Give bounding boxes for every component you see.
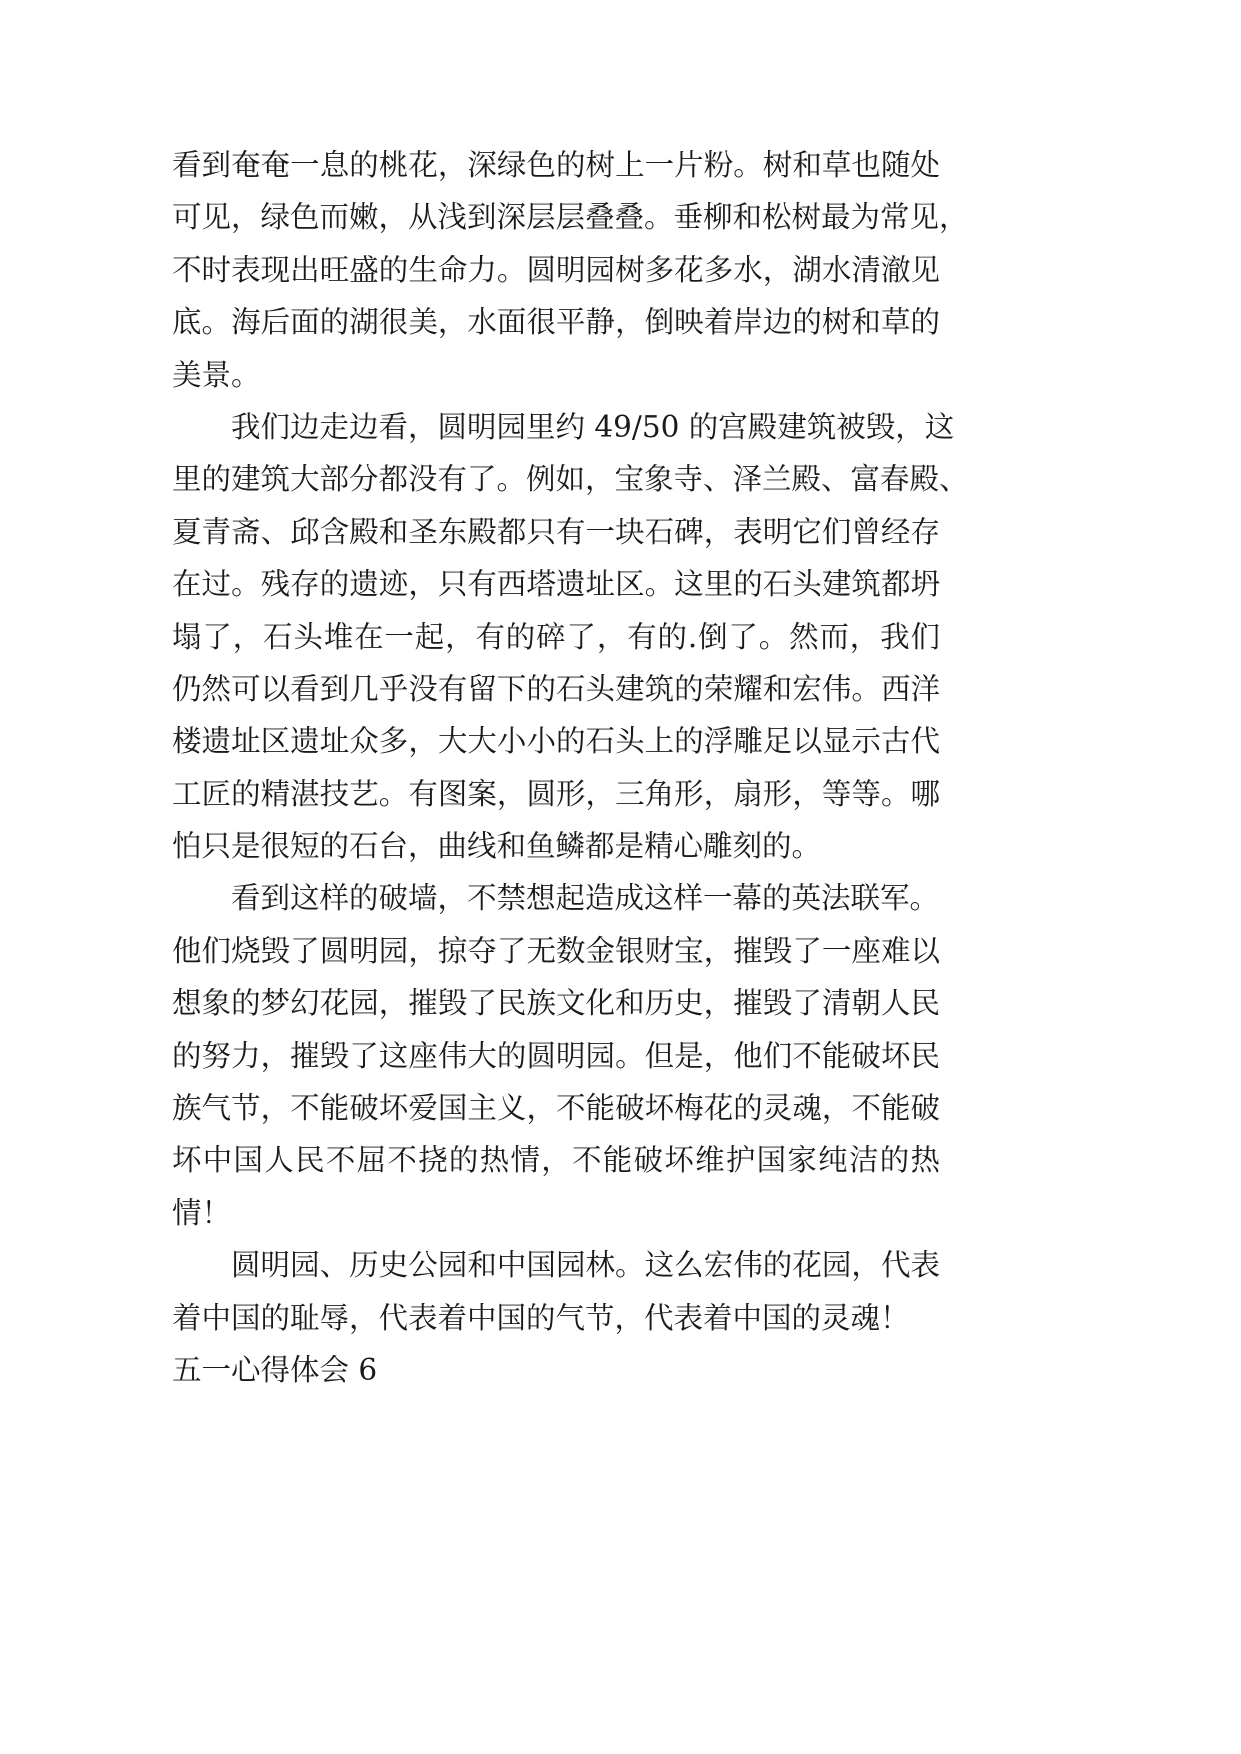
text-line: 着中国的耻辱，代表着中国的气节，代表着中国的灵魂！ <box>172 1300 910 1335</box>
text-line: 他们烧毁了圆明园，掠夺了无数金银财宝，摧毁了一座难以 <box>172 933 940 968</box>
text-line: 夏青斋、邱含殿和圣东殿都只有一块石碑，表明它们曾经存 <box>172 514 940 549</box>
paragraph-1 <box>172 139 969 401</box>
text-line: 美景。 <box>172 357 261 392</box>
text-line: 仍然可以看到几乎没有留下的石头建筑的荣耀和宏伟。西洋 <box>172 671 940 706</box>
text-line: 情！ <box>172 1195 232 1230</box>
paragraph-4 <box>172 1239 940 1344</box>
text-line: 我们边走边看，圆明园里约 49/50 的宫殿建筑被毁，这 <box>231 409 955 444</box>
text-line: 坏中国人民不屈不挠的热情，不能破坏维护国家纯洁的热 <box>172 1143 940 1178</box>
text-line: 楼遗址区遗址众多，大大小小的石头上的浮雕足以显示古代 <box>172 724 940 759</box>
text-line: 族气节，不能破坏爱国主义，不能破坏梅花的灵魂，不能破 <box>172 1091 940 1126</box>
text-line: 底。海后面的湖很美，水面很平静，倒映着岸边的树和草的 <box>172 305 940 340</box>
text-line: 工匠的精湛技艺。有图案，圆形，三角形，扇形，等等。哪 <box>172 776 940 811</box>
paragraph-3 <box>172 872 940 1239</box>
text-line: 想象的梦幻花园，摧毁了民族文化和历史，摧毁了清朝人民 <box>172 986 940 1021</box>
text-line: 看到这样的破墙，不禁想起造成这样一幕的英法联军。 <box>231 881 940 916</box>
section-heading: 五一心得体会 6 <box>172 1352 378 1387</box>
paragraph-2 <box>172 401 969 873</box>
text-line: 塌了，石头堆在一起，有的碎了，有的.倒了。然而，我们 <box>172 619 940 654</box>
text-line: 不时表现出旺盛的生命力。圆明园树多花多水，湖水清澈见 <box>172 252 940 287</box>
text-line: 看到奄奄一息的桃花，深绿色的树上一片粉。树和草也随处 <box>172 148 940 182</box>
text-line: 在过。残存的遗迹，只有西塔遗址区。这里的石头建筑都坍 <box>172 567 940 602</box>
text-line: 怕只是很短的石台，曲线和鱼鳞都是精心雕刻的。 <box>172 829 822 864</box>
text-line: 里的建筑大部分都没有了。例如，宝象寺、泽兰殿、富春殿、 <box>172 462 969 497</box>
text-line: 圆明园、历史公园和中国园林。这么宏伟的花园，代表 <box>231 1248 940 1283</box>
text-line: 可见，绿色而嫩，从浅到深层层叠叠。垂柳和松树最为常见， <box>172 200 969 235</box>
document-body <box>172 139 969 1396</box>
text-line: 的努力，摧毁了这座伟大的圆明园。但是，他们不能破坏民 <box>172 1038 940 1073</box>
